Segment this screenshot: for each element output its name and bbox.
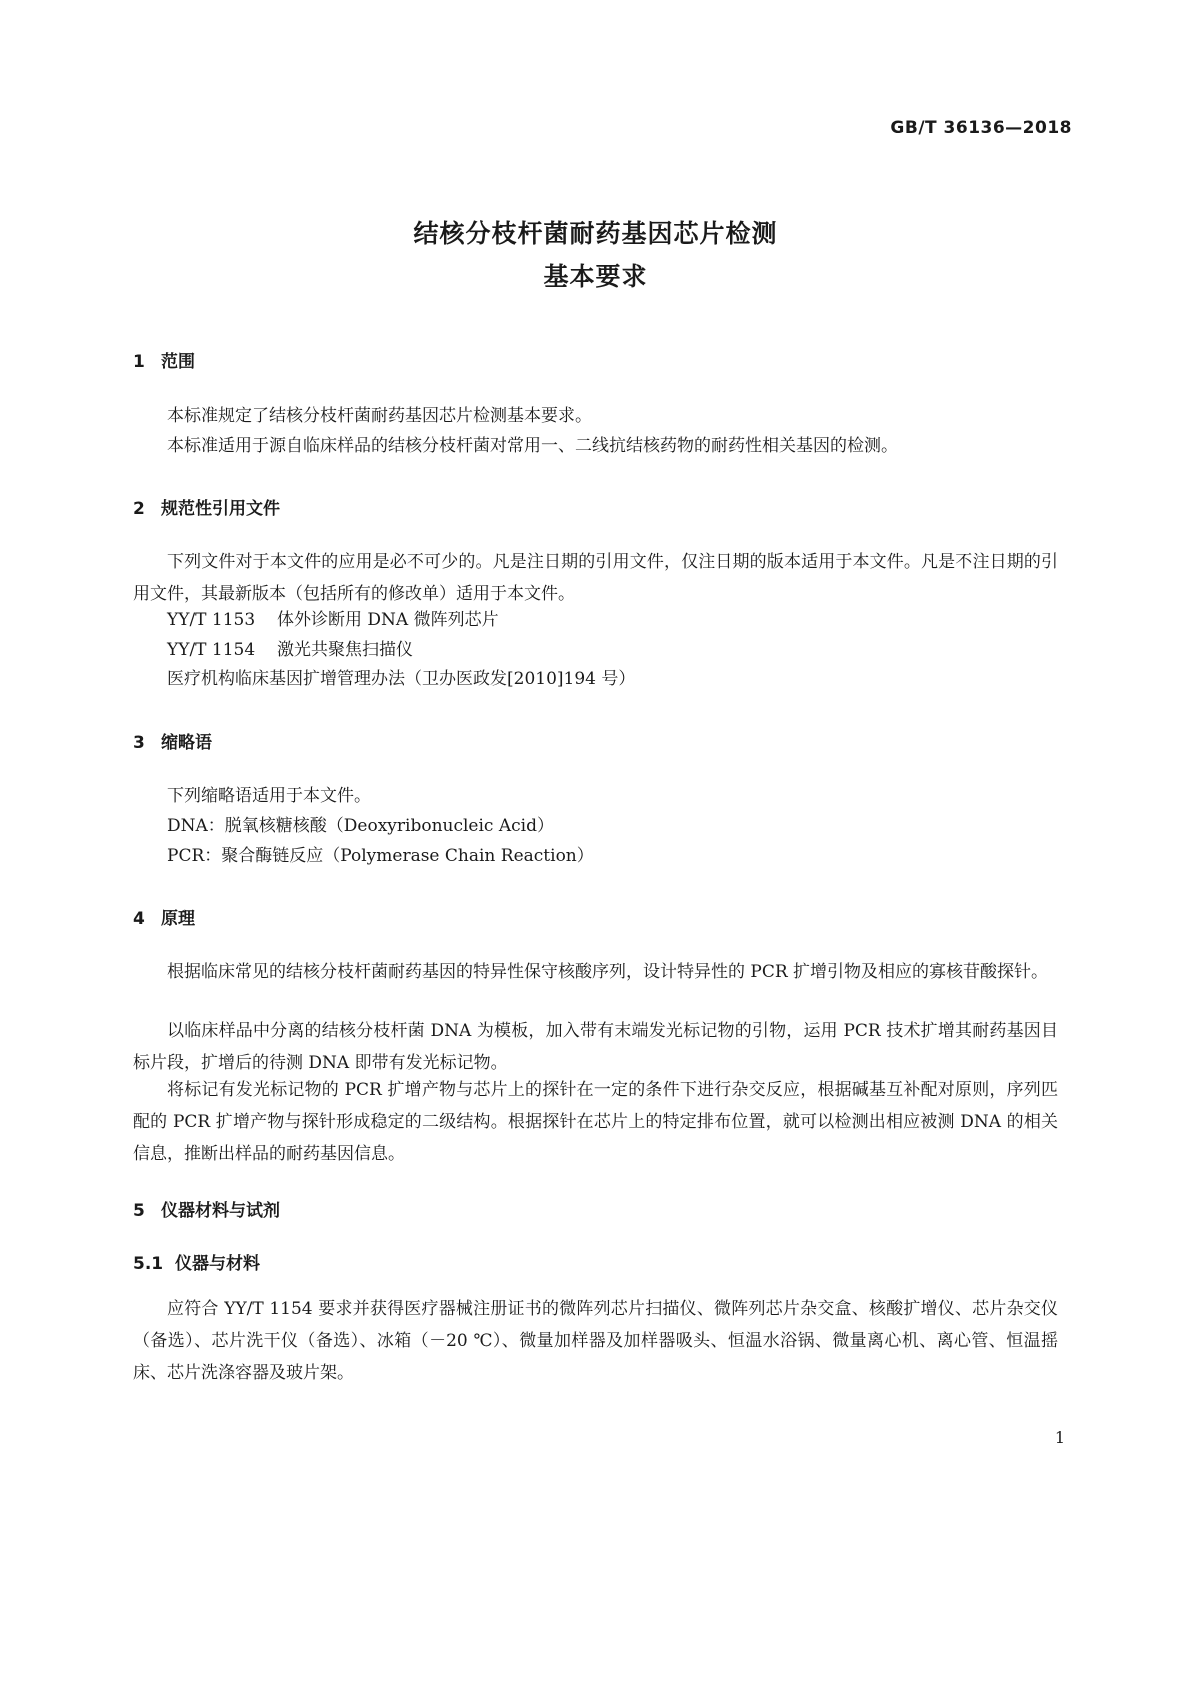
abbreviation-item: DNA：脱氧核糖核酸（Deoxyribonucleic Acid） [167,816,554,836]
section-4-heading [133,904,195,929]
reference-item [167,604,499,636]
section-number: 4 [133,909,145,929]
section-title: 仪器与材料 [175,1254,260,1274]
reference-title: 激光共聚焦扫描仪 [277,640,413,660]
section-number: 1 [133,352,145,372]
section-title: 规范性引用文件 [161,499,280,519]
document-title: 结核分枝杆菌耐药基因芯片检测 [413,219,778,248]
reference-item: 医疗机构临床基因扩增管理办法（卫办医政发[2010]194 号） [167,669,636,689]
section-2-paragraph-1: 下列文件对于本文件的应用是必不可少的。凡是注日期的引用文件，仅注日期的版本适用于本文件。凡是不注日期的引用文件，其最新版本（包括所有的修改单）适用于本文件。 [133,552,1058,604]
document-subtitle: 基本要求 [543,262,648,291]
section-title: 缩略语 [161,733,212,753]
reference-code: YY/T 1154 [167,640,256,660]
abbreviation-item: PCR：聚合酶链反应（Polymerase Chain Reaction） [167,846,594,866]
section-4-paragraph-3: 将标记有发光标记物的 PCR 扩增产物与芯片上的探针在一定的条件下进行杂交反应，根据碱基互补配对原则，序列匹配的 PCR 扩增产物与探针形成稳定的二级结构。根据探针在芯片上的特定排布位置，就可以检测出相应被测 DNA 的相关信息，推断出样品的耐药基因信息。 [133,1080,1058,1164]
section-5-1-heading [133,1249,260,1274]
section-number: 5 [133,1201,145,1221]
section-1-paragraph-1: 本标准规定了结核分枝杆菌耐药基因芯片检测基本要求。 [167,406,592,426]
reference-code: YY/T 1153 [167,610,256,630]
section-number: 5.1 [133,1254,164,1274]
section-2-heading [133,494,280,519]
abbreviation-intro: 下列缩略语适用于本文件。 [167,786,371,806]
section-3-heading [133,728,212,753]
section-4-paragraph-1: 根据临床常见的结核分枝杆菌耐药基因的特异性保守核酸序列，设计特异性的 PCR 扩增引物及相应的寡核苷酸探针。 [167,962,1049,982]
section-5-heading [133,1196,280,1221]
standard-code: GB/T 36136—2018 [890,118,1072,138]
section-5-1-paragraph-1: 应符合 YY/T 1154 要求并获得医疗器械注册证书的微阵列芯片扫描仪、微阵列芯片杂交盒、核酸扩增仪、芯片杂交仪（备选）、芯片洗干仪（备选）、冰箱（－20 ℃）、微量加样器及加样器吸头、恒温水浴锅、微量离心机、离心管、恒温摇床、芯片洗涤容器及玻片架。 [133,1299,1058,1383]
section-number: 3 [133,733,145,753]
section-title: 范围 [161,352,195,372]
section-title: 原理 [161,909,195,929]
reference-item [167,634,413,666]
section-1-paragraph-2: 本标准适用于源自临床样品的结核分枝杆菌对常用一、二线抗结核药物的耐药性相关基因的检测。 [167,436,898,456]
section-title: 仪器材料与试剂 [161,1201,280,1221]
reference-title: 体外诊断用 DNA 微阵列芯片 [277,610,499,630]
section-number: 2 [133,499,145,519]
page-number: 1 [1054,1428,1065,1447]
section-4-paragraph-2: 以临床样品中分离的结核分枝杆菌 DNA 为模板，加入带有末端发光标记物的引物，运用 PCR 技术扩增其耐药基因目标片段，扩增后的待测 DNA 即带有发光标记物。 [133,1021,1058,1073]
section-1-heading [133,347,195,372]
